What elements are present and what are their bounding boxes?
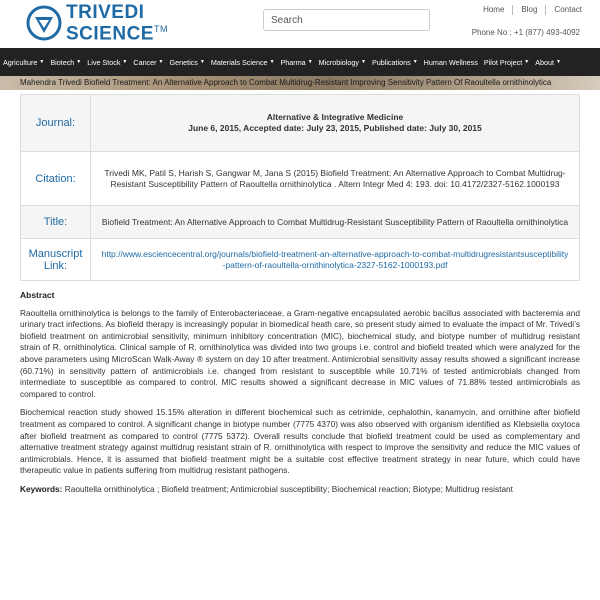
chevron-down-icon: ▼ (158, 59, 164, 65)
journal-value: Alternative & Integrative Medicine June 6, 2015, Accepted date: July 23, 2015, Published date: July 30, 2015 (91, 95, 580, 152)
citation-table (20, 94, 580, 281)
chevron-down-icon: ▼ (122, 59, 128, 65)
nav-label: Microbiology (318, 57, 359, 67)
manuscript-link-cell (91, 239, 580, 281)
nav-label: About (535, 57, 554, 67)
table-row (21, 152, 580, 206)
chevron-down-icon: ▼ (269, 59, 275, 65)
search-input[interactable] (263, 9, 430, 31)
logo-line1: TRIVEDI (66, 1, 145, 23)
logo-emblem-icon (26, 5, 62, 41)
logo-tm: TM (153, 23, 168, 34)
chevron-down-icon: ▼ (199, 59, 205, 65)
nav-item-human-wellness[interactable] (424, 58, 478, 67)
nav-label: Materials Science (210, 57, 268, 67)
abstract-section (20, 290, 580, 503)
chevron-down-icon: ▼ (555, 59, 561, 65)
manuscript-link[interactable]: http://www.esciencecentral.org/journals/biofield-treatment-an-alternative-approach-to-combat-multidrugresistantsusceptibility-pattern-of-raoultella-ornithinolytica-2327-5162-1000193.pdf (101, 248, 569, 270)
nav-label: Live Stock (87, 57, 121, 67)
journal-label: Journal: (21, 95, 91, 152)
title-label: Title: (21, 206, 91, 239)
nav-item-microbiology[interactable] (319, 58, 366, 67)
table-row (21, 239, 580, 281)
abstract-paragraph-1: Raoultella ornithinolytica is belongs to the family of Enterobacteriaceae, a Gram-negative encapsulated aerobic bacillus associated with bacteremia and urinary tract infections. As biofield therapy is increasingly popular in biomedical heath care, so present study aimed to evaluate the impact of Mr. Trivedi’s biofield treatment on antimicrobial sensitivity, minimum inhibitory concentration (MIC), biochemical study, and biotype number of multidrug resistant strain of R. ornithinolytica. Clinical sample of R. ornithinolytica was divided into two groups i.e. control and biofield treated which were analyzed for the above parameters using MicroScan Walk-Away ® system on day 10 after treatment. Antimicrobial sensitivity assay results showed a significant increase (60.71%) in sensitivity pattern of antimicrobials i.e. changed from resistant to susceptible while 10.71% of tested antimicrobials changed from intermediate to susceptible as compared to control. MIC results showed a significant decrease in MIC values of 71.88% tested antimicrobials as compared to control. (20, 307, 580, 399)
citation-label: Citation: (21, 152, 91, 206)
chevron-down-icon: ▼ (307, 59, 313, 65)
nav-item-cancer[interactable] (133, 58, 163, 67)
nav-item-agriculture[interactable] (3, 58, 44, 67)
nav-item-genetics[interactable] (170, 58, 205, 67)
keywords (20, 484, 580, 496)
page-banner (0, 76, 600, 90)
nav-item-pharma[interactable] (281, 58, 313, 67)
contact-link[interactable]: Contact (554, 5, 582, 14)
citation-value: Trivedi MK, Patil S, Harish S, Gangwar M, Jana S (2015) Biofield Treatment: An Alternative Approach to Combat Multidrug-Resistant Susceptibility Pattern of Raoultella ornithinolytica . Altern Integr Med 4: 193. doi: 10.4172/2327-5162.1000193 (91, 152, 580, 206)
home-link[interactable]: Home (475, 5, 513, 15)
table-row (21, 95, 580, 152)
manuscript-link-label: Manuscript Link: (21, 239, 91, 281)
title-value: Biofield Treatment: An Alternative Approach to Combat Multidrug-Resistant Susceptibility Pattern of Raoultella ornithinolytica (91, 206, 580, 239)
nav-item-live-stock[interactable] (87, 58, 127, 67)
nav-label: Pharma (280, 57, 306, 67)
nav-item-pilot-project[interactable] (484, 58, 529, 67)
chevron-down-icon: ▼ (76, 59, 82, 65)
chevron-down-icon: ▼ (361, 59, 366, 65)
nav-label: Cancer (133, 57, 157, 67)
nav-label: Genetics (169, 57, 198, 67)
top-links (475, 5, 582, 15)
blog-link[interactable]: Blog (513, 5, 546, 15)
phone-number: Phone No : +1 (877) 493-4092 (471, 28, 580, 37)
nav-label: Human Wellness (423, 57, 478, 67)
chevron-down-icon: ▼ (524, 59, 530, 65)
keywords-label: Keywords: (20, 483, 63, 494)
abstract-heading: Abstract (20, 290, 55, 300)
site-logo[interactable] (26, 3, 168, 43)
banner-text: Mahendra Trivedi Biofield Treatment: An Alternative Approach to Combat Multidrug-Resistant Improving Sensitivity Pattern Of Raoultella ornithinolytica (20, 78, 552, 87)
nav-item-materials-science[interactable] (211, 58, 275, 67)
nav-label: Pilot Project (483, 57, 523, 67)
logo-line2: SCIENCE (66, 23, 154, 45)
table-row (21, 206, 580, 239)
nav-item-biotech[interactable] (50, 58, 81, 67)
keywords-value: Raoultella ornithinolytica ; Biofield treatment; Antimicrobial susceptibility; Biochemical reaction; Biotype; Multidrug resistant (64, 483, 513, 494)
nav-label: Publications (371, 57, 411, 67)
logo-wordmark (66, 1, 168, 45)
chevron-down-icon: ▼ (412, 59, 418, 65)
main-nav (0, 48, 600, 76)
chevron-down-icon: ▼ (39, 59, 45, 65)
nav-item-publications[interactable] (372, 58, 418, 67)
nav-item-about[interactable] (535, 58, 561, 67)
nav-label: Biotech (50, 57, 75, 67)
abstract-paragraph-2: Biochemical reaction study showed 15.15% alteration in different biochemical such as cetrimide, cephalothin, kanamycin, and ornithine after biofield treatment as compared to control. A significant change in biotype number (7775 4370) was also observed with organism identified as Klebsiella oxytoca after biofield treatment as compared to control (7775 5372). Overall results conclude that biofield treatment could be used as complementary and alternative treatment strategy against multidrug resistant strain of R. ornithinolytica with respect to improve the sensitivity and reduce the MIC values of antimicrobials. Hence, it is assumed that biofield treatment might be a suitable cost effective treatment strategy in near future, which could have therapeutic value in patients suffering from multidrug resistant pathogens. (20, 407, 580, 476)
site-header (0, 0, 600, 46)
nav-label: Agriculture (3, 57, 38, 67)
